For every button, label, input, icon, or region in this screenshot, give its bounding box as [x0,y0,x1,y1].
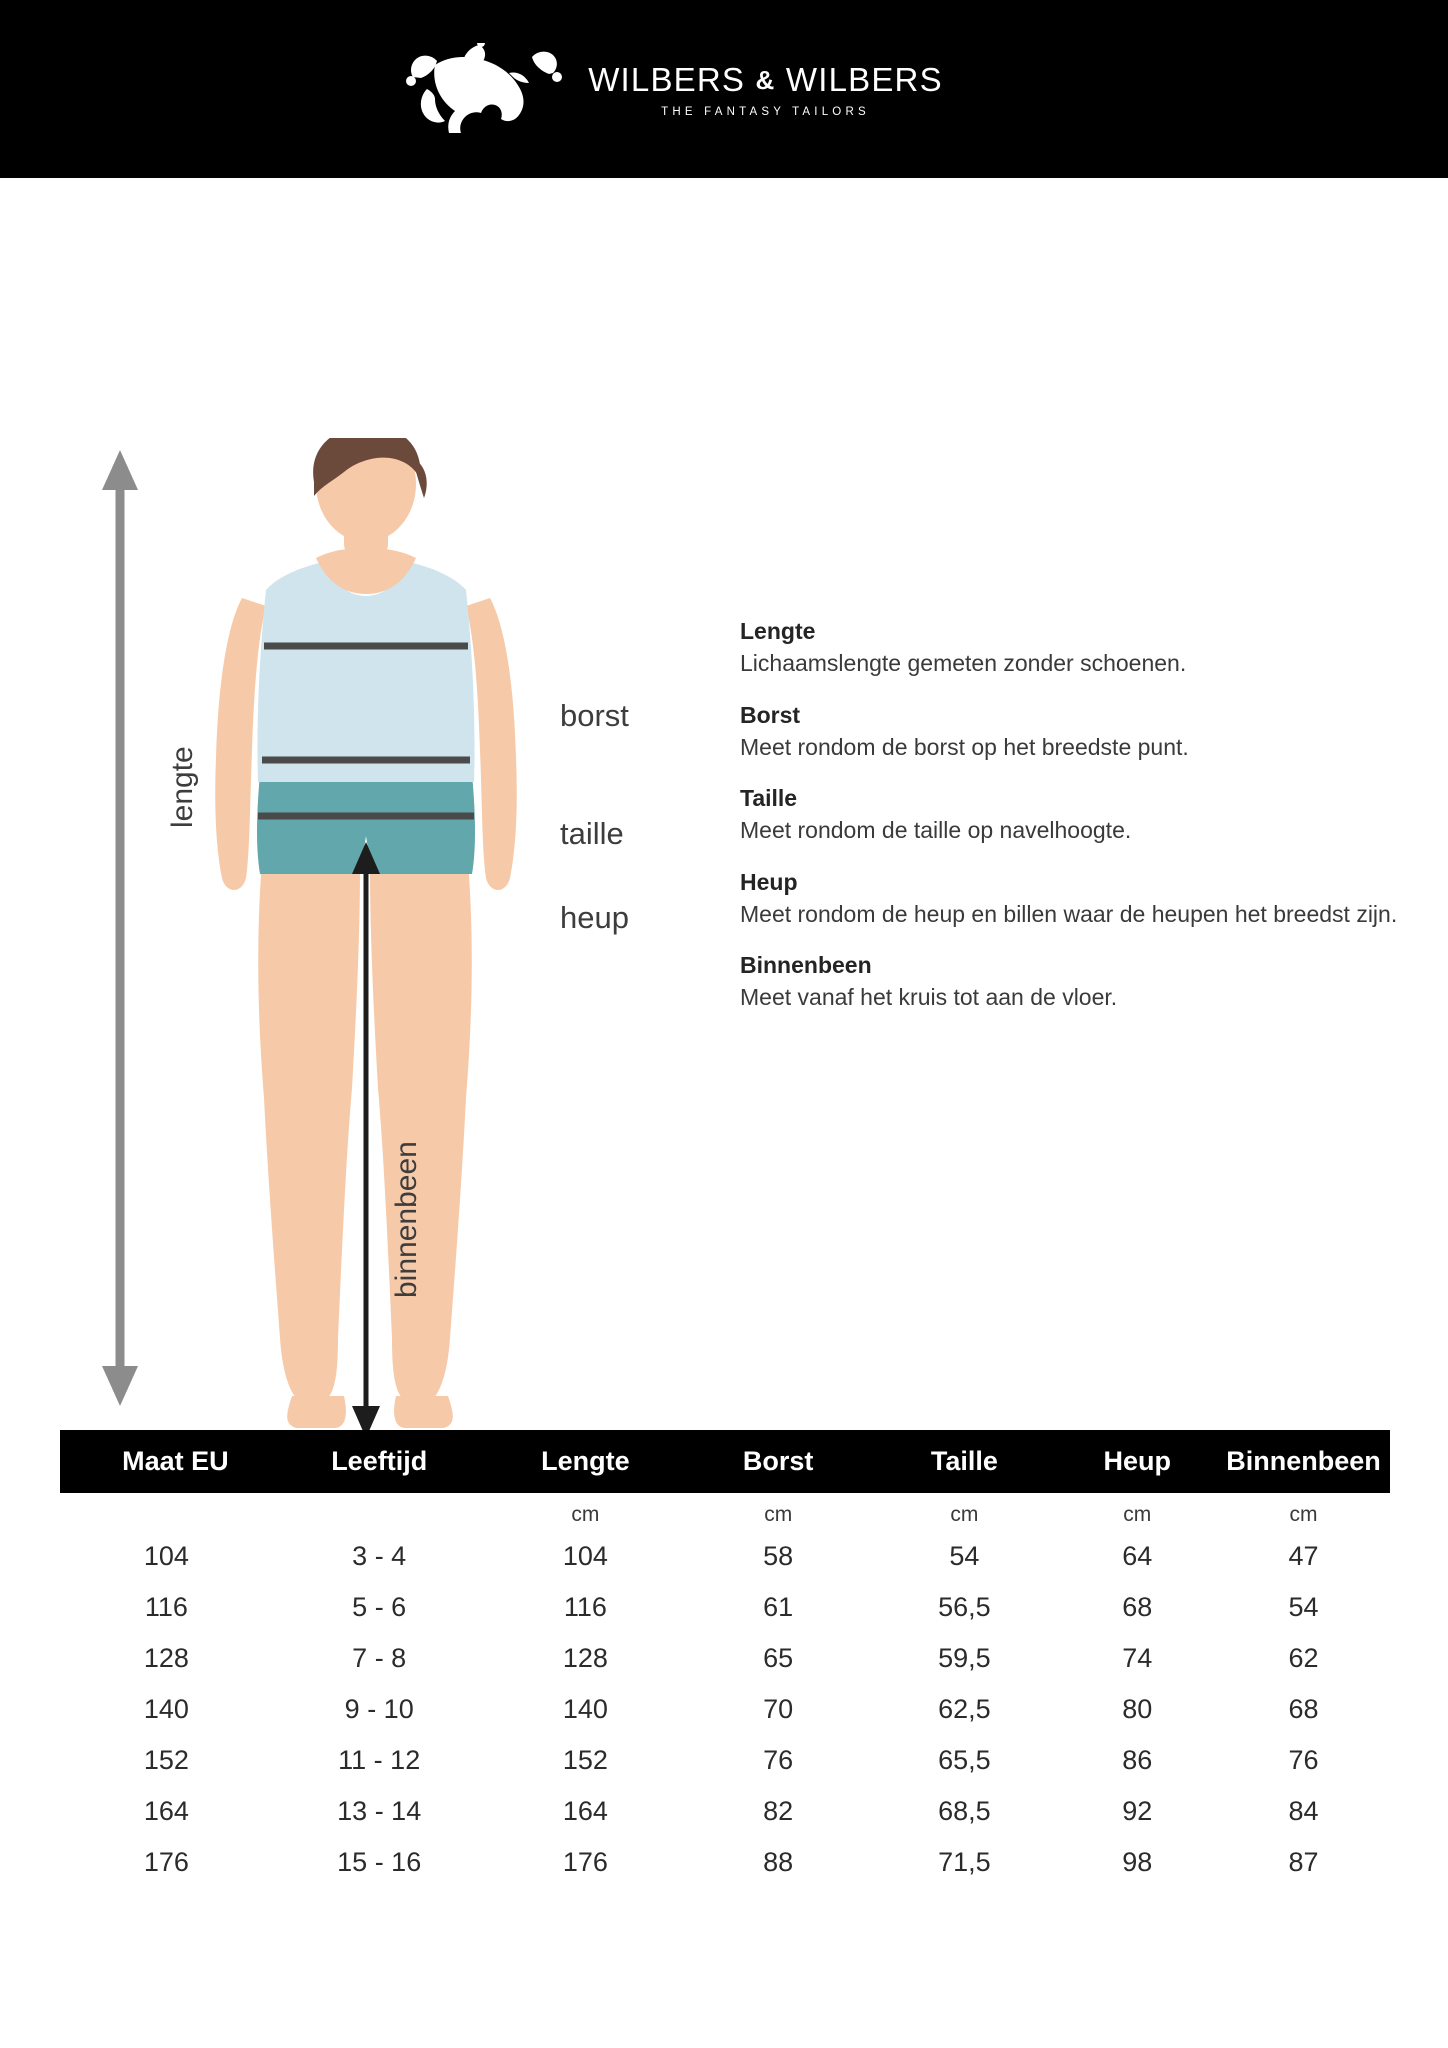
unit-cell: cm [764,1503,793,1526]
unit-cell: cm [1289,1503,1318,1526]
jester-hat-horse-logo-icon [405,43,570,135]
description-lengte [740,618,1400,680]
cell-borst: 82 [763,1796,794,1826]
cell-lengte: 140 [562,1694,608,1724]
description-title: Heup [740,868,798,895]
column-header-binnenbeen: Binnenbeen [1217,1430,1390,1493]
cell-lengte: 116 [563,1592,607,1622]
label-lengte: lengte [166,746,199,828]
table-row [60,1684,1390,1735]
table-row [60,1837,1390,1888]
brand-ampersand: & [755,64,776,95]
cell-taille: 54 [949,1541,980,1571]
body-figure-illustration [60,438,680,1438]
cell-binnenbeen: 68 [1288,1694,1319,1724]
column-header-heup: Heup [1057,1430,1217,1493]
table-unit-row [60,1493,1390,1531]
cell-borst: 65 [763,1643,794,1673]
description-body: Meet rondom de heup en billen waar de heupen het breedst zijn. [740,900,1398,927]
description-borst [740,702,1400,764]
cell-heup: 68 [1122,1592,1153,1622]
description-body: Meet rondom de borst op het breedste punt. [740,733,1189,760]
table-row [60,1582,1390,1633]
cell-taille: 68,5 [938,1796,991,1826]
cell-borst: 76 [763,1745,794,1775]
unit-cell [60,1493,273,1531]
size-table-head [60,1430,1390,1493]
label-heup: heup [560,900,629,935]
cell-heup: 74 [1122,1643,1153,1673]
description-body: Meet vanaf het kruis tot aan de vloer. [740,984,1118,1010]
cell-leeftijd: 9 - 10 [344,1694,414,1724]
size-table-wrapper [60,1430,1390,1888]
page-header [0,0,1448,178]
brand-tagline: THE FANTASY TAILORS [661,105,870,118]
cell-taille: 62,5 [938,1694,991,1724]
cell-binnenbeen: 87 [1288,1847,1319,1877]
cell-leeftijd: 15 - 16 [337,1847,422,1877]
cell-lengte: 176 [562,1847,608,1877]
cell-leeftijd: 5 - 6 [352,1592,407,1622]
column-header-lengte: Lengte [486,1430,686,1493]
cell-maat-eu: 176 [143,1847,189,1877]
cell-maat-eu: 140 [143,1694,189,1724]
table-row [60,1786,1390,1837]
cell-maat-eu: 104 [143,1541,189,1571]
table-header-row [60,1430,1390,1493]
cell-heup: 64 [1122,1541,1153,1571]
cell-maat-eu: 152 [143,1745,189,1775]
cell-borst: 70 [763,1694,794,1724]
table-row [60,1531,1390,1582]
cell-borst: 58 [763,1541,794,1571]
cell-leeftijd: 7 - 8 [352,1643,407,1673]
description-body: Meet rondom de taille op navelhoogte. [740,817,1132,843]
cell-taille: 56,5 [938,1592,991,1622]
cell-maat-eu: 164 [143,1796,189,1826]
description-title: Taille [740,785,798,811]
column-header-borst: Borst [685,1430,871,1493]
length-arrow-icon [102,450,138,1406]
unit-cell [273,1493,486,1531]
cell-lengte: 152 [562,1745,608,1775]
brand-right: WILBERS [785,60,943,98]
table-row [60,1633,1390,1684]
cell-binnenbeen: 76 [1288,1745,1319,1775]
unit-cell: cm [1123,1503,1152,1526]
measurement-descriptions [740,618,1400,1036]
description-title: Lengte [740,618,816,644]
cell-borst: 61 [763,1592,794,1622]
cell-lengte: 104 [562,1541,608,1571]
brand-name [588,61,943,99]
label-borst: borst [560,698,629,733]
measurement-guide [0,178,1448,1418]
column-header-maat-eu: Maat EU [60,1430,273,1493]
size-table [60,1430,1390,1888]
unit-cell: cm [950,1503,979,1526]
cell-leeftijd: 3 - 4 [352,1541,407,1571]
unit-cell: cm [571,1503,600,1526]
table-row [60,1735,1390,1786]
cell-taille: 65,5 [938,1745,991,1775]
brand-left: WILBERS [588,60,746,98]
description-body: Lichaamslengte gemeten zonder schoenen. [740,650,1187,676]
label-taille: taille [560,816,624,851]
cell-binnenbeen: 54 [1288,1592,1319,1622]
label-binnenbeen: binnenbeen [390,1141,423,1298]
cell-borst: 88 [763,1847,794,1877]
figure-svg [60,438,680,1438]
size-table-body [60,1493,1390,1888]
column-header-leeftijd: Leeftijd [273,1430,486,1493]
description-title: Binnenbeen [740,952,872,978]
cell-leeftijd: 11 - 12 [338,1745,421,1775]
cell-heup: 86 [1122,1745,1153,1775]
cell-lengte: 128 [562,1643,608,1673]
cell-heup: 98 [1122,1847,1153,1877]
cell-taille: 71,5 [938,1847,991,1877]
cell-lengte: 164 [562,1796,608,1826]
cell-leeftijd: 13 - 14 [337,1796,422,1826]
column-header-taille: Taille [871,1430,1057,1493]
cell-maat-eu: 128 [143,1643,189,1673]
cell-maat-eu: 116 [144,1592,188,1622]
description-taille [740,785,1400,847]
cell-taille: 59,5 [938,1643,991,1673]
cell-heup: 80 [1122,1694,1153,1724]
brand-logo [405,43,943,135]
description-binnenbeen [740,952,1400,1014]
cell-heup: 92 [1122,1796,1153,1826]
cell-binnenbeen: 84 [1288,1796,1319,1826]
description-title: Borst [740,701,801,728]
cell-binnenbeen: 62 [1288,1643,1319,1673]
description-heup [740,869,1400,931]
cell-binnenbeen: 47 [1288,1541,1319,1571]
